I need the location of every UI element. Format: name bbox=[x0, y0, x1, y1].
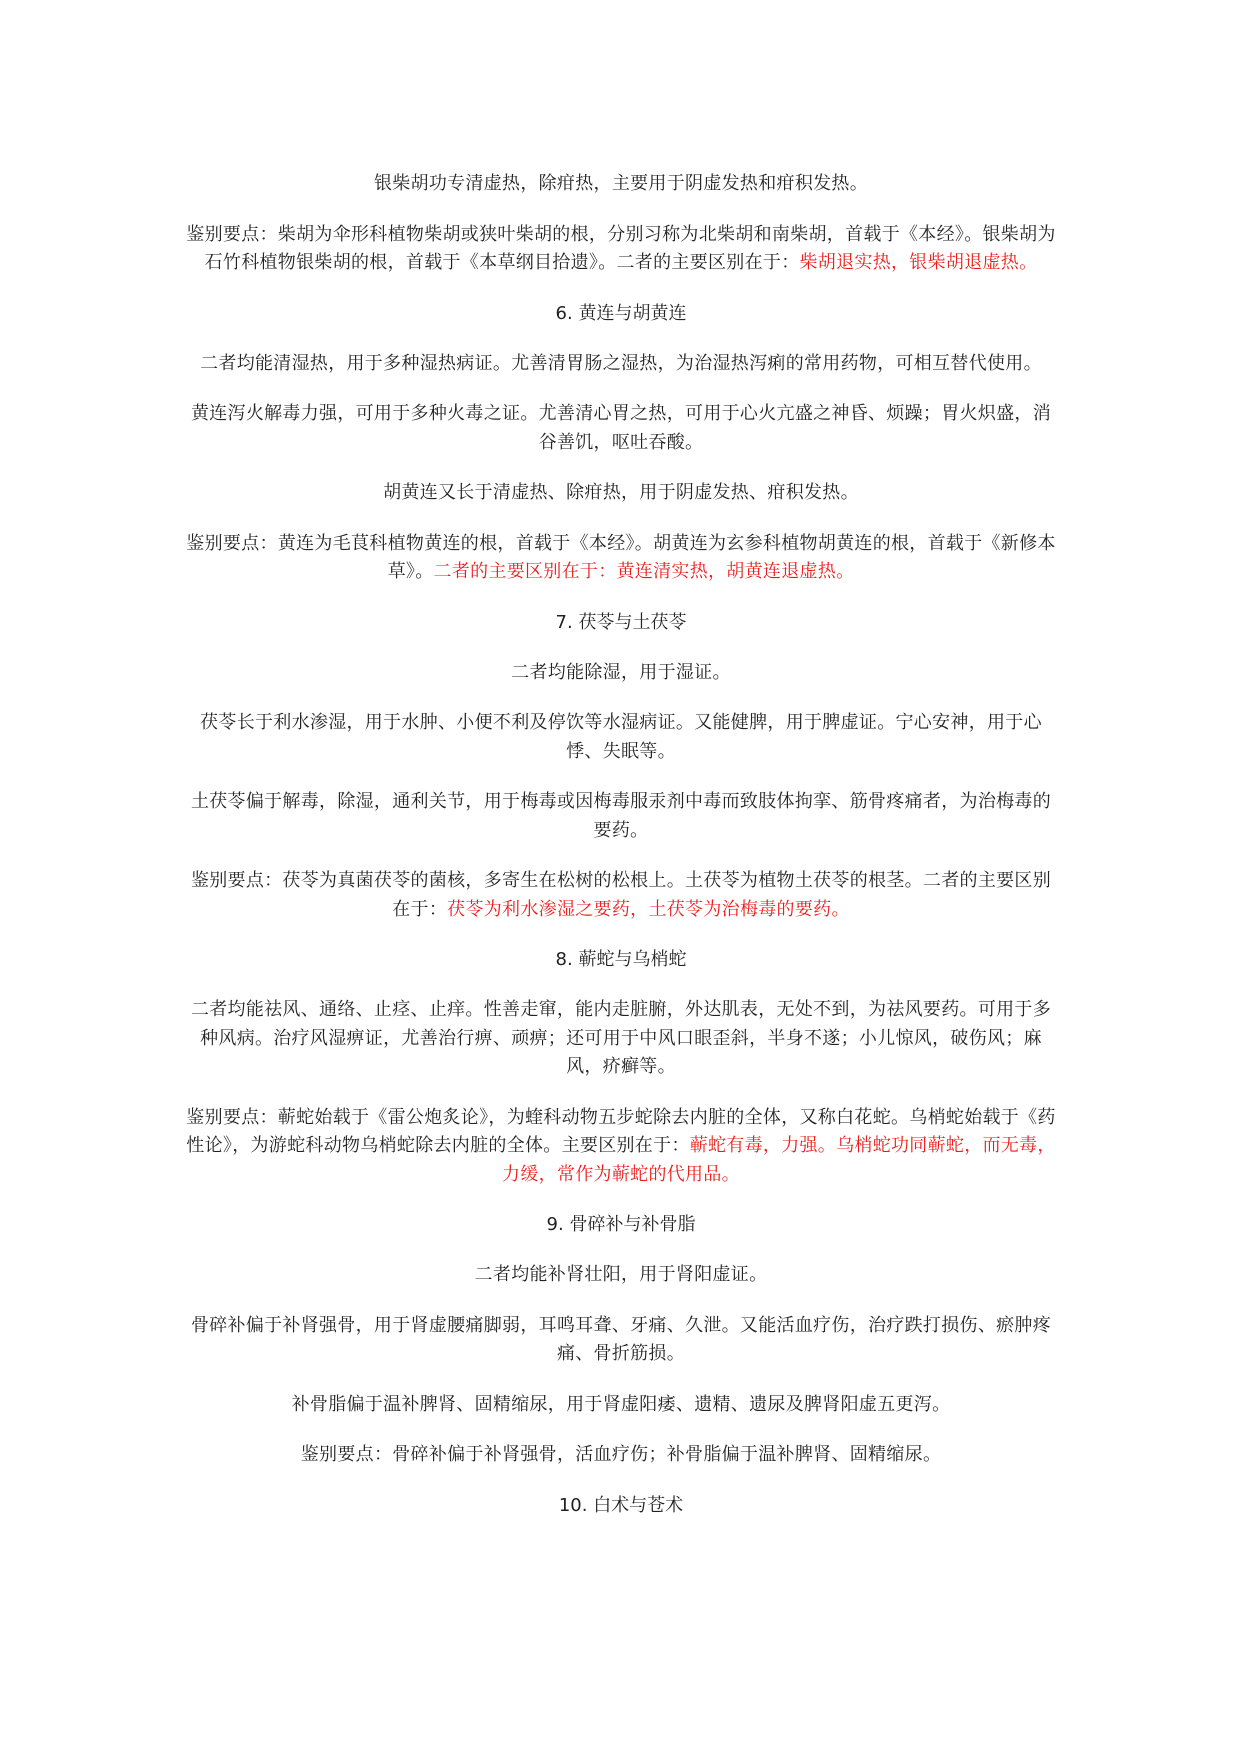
para-gusuibu-common bbox=[186, 1261, 1056, 1290]
para-huanglian-function bbox=[186, 400, 1056, 457]
heading-number: 6. bbox=[555, 302, 573, 324]
key-difference-text: 二者的主要区别在于：黄连清实热，胡黄连退虚热。 bbox=[433, 561, 855, 582]
heading-number: 8. bbox=[555, 949, 573, 970]
heading-title: 白术与苍术 bbox=[593, 1494, 684, 1516]
body-text: 银柴胡功专清虚热，除疳热，主要用于阴虚发热和疳积发热。 bbox=[373, 173, 869, 194]
body-text: 二者均能除湿，用于湿证。 bbox=[511, 661, 731, 683]
heading-6 bbox=[186, 300, 1056, 328]
body-text: 土茯苓偏于解毒，除湿，通利关节，用于梅毒或因梅毒服汞剂中毒而致肢体拘挛、筋骨疼痛者，为治梅毒的要药。 bbox=[190, 791, 1052, 841]
para-huanglian-common bbox=[186, 350, 1056, 379]
para-tufuling-function bbox=[186, 788, 1056, 845]
para-huhuanglian-function bbox=[186, 479, 1056, 508]
body-text: 骨碎补偏于补肾强骨，用于肾虚腰痛脚弱，耳鸣耳聋、牙痛、久泄。又能活血疗伤，治疗跌打损伤、瘀肿疼痛、骨折筋损。 bbox=[190, 1314, 1052, 1364]
body-text: 鉴别要点：骨碎补偏于补肾强骨，活血疗伤；补骨脂偏于温补脾肾、固精缩尿。 bbox=[300, 1444, 942, 1465]
body-text: 黄连泻火解毒力强，可用于多种火毒之证。尤善清心胃之热，可用于心火亢盛之神昏、烦躁；胃火炽盛，消谷善饥，呕吐吞酸。 bbox=[190, 403, 1052, 453]
heading-number: 10. bbox=[558, 1494, 588, 1516]
para-fuling-function bbox=[186, 709, 1056, 766]
key-difference-text: 茯苓为利水渗湿之要药，土茯苓为治梅毒的要药。 bbox=[447, 898, 850, 920]
key-difference-text: 蕲蛇有毒，力强。乌梢蛇功同蕲蛇，而无毒，力缓，常作为蕲蛇的代用品。 bbox=[502, 1135, 1056, 1185]
heading-title: 蕲蛇与乌梢蛇 bbox=[578, 949, 687, 970]
body-text: 鉴别要点：黄连为毛茛科植物黄连的根，首载于《本经》。胡黄连为玄参科植物胡黄连的根，首载于《新修本草》。 bbox=[186, 532, 1056, 582]
para-gusuibu-function bbox=[186, 1312, 1056, 1369]
body-text: 茯苓长于利水渗湿，用于水肿、小便不利及停饮等水湿病证。又能健脾，用于脾虚证。宁心安神，用于心悸、失眠等。 bbox=[200, 712, 1042, 762]
body-text: 补骨脂偏于温补脾肾、固精缩尿，用于肾虚阳痿、遗精、遗尿及脾肾阳虚五更泻。 bbox=[291, 1393, 951, 1415]
para-huanglian-identification bbox=[186, 530, 1056, 587]
body-text: 鉴别要点：蕲蛇始载于《雷公炮炙论》，为蝰科动物五步蛇除去内脏的全体，又称白花蛇。乌梢蛇始载于《药性论》，为游蛇科动物乌梢蛇除去内脏的全体。主要区别在于： bbox=[186, 1106, 1056, 1156]
body-text: 二者均能补肾壮阳，用于肾阳虚证。 bbox=[474, 1264, 768, 1285]
body-text: 二者均能清湿热，用于多种湿热病证。尤善清胃肠之湿热，为治湿热泻痢的常用药物，可相互替代使用。 bbox=[200, 352, 1042, 374]
heading-7 bbox=[186, 609, 1056, 637]
heading-number: 7. bbox=[555, 611, 573, 633]
heading-title: 茯苓与土茯苓 bbox=[578, 611, 687, 633]
heading-9 bbox=[186, 1211, 1056, 1239]
para-chaihu-identification bbox=[186, 221, 1056, 278]
heading-title: 骨碎补与补骨脂 bbox=[569, 1214, 696, 1235]
para-yinchaihu-function bbox=[186, 170, 1056, 199]
body-text: 鉴别要点：茯苓为真菌茯苓的菌核，多寄生在松树的松根上。土茯苓为植物土茯苓的根茎。二者的主要区别在于： bbox=[190, 870, 1052, 920]
key-difference-text: 柴胡退实热，银柴胡退虚热。 bbox=[799, 252, 1038, 273]
body-text: 胡黄连又长于清虚热、除疳热，用于阴虚发热、疳积发热。 bbox=[383, 482, 859, 503]
heading-title: 黄连与胡黄连 bbox=[578, 302, 687, 324]
body-text: 鉴别要点：柴胡为伞形科植物柴胡或狭叶柴胡的根，分别习称为北柴胡和南柴胡，首载于《本经》。银柴胡为石竹科植物银柴胡的根，首载于《本草纲目拾遗》。二者的主要区别在于： bbox=[186, 223, 1056, 273]
heading-number: 9. bbox=[546, 1214, 564, 1235]
para-qishe-identification bbox=[186, 1104, 1056, 1190]
para-qishe-common bbox=[186, 996, 1056, 1082]
para-fuling-identification bbox=[186, 867, 1056, 924]
para-fuling-common bbox=[186, 659, 1056, 688]
document-page bbox=[186, 170, 1056, 1520]
heading-10 bbox=[186, 1492, 1056, 1520]
para-buguzhi-function bbox=[186, 1391, 1056, 1420]
heading-8 bbox=[186, 946, 1056, 974]
body-text: 二者均能祛风、通络、止痉、止痒。性善走窜，能内走脏腑，外达肌表，无处不到，为祛风要药。可用于多种风病。治疗风湿痹证，尤善治行痹、顽痹；还可用于中风口眼歪斜，半身不遂；小儿惊风，破伤风；麻风，疥癣等。 bbox=[190, 999, 1052, 1077]
para-gusuibu-identification bbox=[186, 1441, 1056, 1470]
